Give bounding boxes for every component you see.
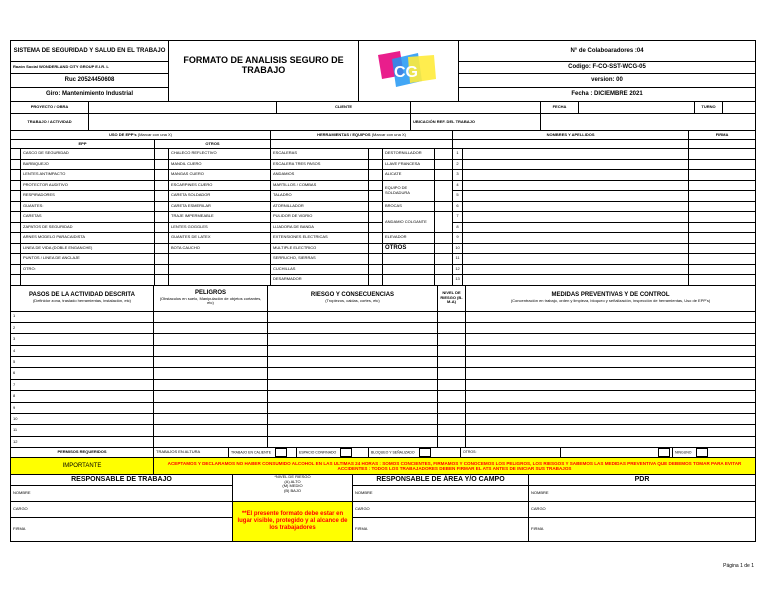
risk-levels-legend: *NIVEL DE RIESGO (A) ALTO (M) MEDIO (B) BAJO	[233, 475, 353, 502]
names-head: NOMBRES Y APELLIDOS	[453, 131, 689, 140]
worker-signature[interactable]	[689, 264, 756, 275]
tool-a-checkbox[interactable]	[369, 191, 383, 202]
tool-a-item: DESARMADOR	[271, 275, 369, 286]
step-description[interactable]: 10	[11, 414, 154, 425]
tool-a-checkbox[interactable]	[369, 149, 383, 160]
epp-row	[11, 233, 756, 244]
otros-checkbox[interactable]	[155, 191, 169, 202]
epp-item: LINEA DE VIDA (DOBLE ENGANCHE)	[21, 243, 155, 254]
permit-bloqueo-checkbox[interactable]	[419, 448, 431, 457]
step-level[interactable]	[438, 357, 466, 368]
epp-item: RESPIRADORES	[21, 191, 155, 202]
otros-checkbox[interactable]	[155, 233, 169, 244]
worker-signature[interactable]	[689, 180, 756, 191]
step-description[interactable]: 3	[11, 334, 154, 345]
work-label: TRABAJO / ACTIVIDAD	[11, 114, 89, 131]
tool-a-checkbox[interactable]	[369, 254, 383, 265]
ats-form	[10, 40, 756, 542]
worker-signature[interactable]	[689, 275, 756, 286]
form-title: FORMATO DE ANALISIS SEGURO DE TRABAJO	[169, 41, 359, 102]
worker-number: 10	[453, 243, 463, 254]
epp-item: OTRO:	[21, 264, 155, 275]
otros-checkbox[interactable]	[155, 243, 169, 254]
step-hazard[interactable]	[154, 357, 268, 368]
tool-b-item: DESTORNILLADOR	[383, 149, 435, 160]
epp-item: GUANTES:	[21, 201, 155, 212]
epp-tools-table	[10, 130, 756, 286]
client-field[interactable]	[411, 102, 541, 114]
tool-a-item: SERRUCHO, SIERRAS	[271, 254, 369, 265]
collaborators-count: N° de Colaboaradores :04	[459, 41, 756, 62]
tool-a-item: ESCALERA TRES PASOS	[271, 159, 369, 170]
step-row	[11, 436, 756, 447]
tool-b-checkbox[interactable]	[435, 201, 453, 212]
worker-name[interactable]	[463, 191, 689, 202]
important-text: ACEPTAMOS Y DECLARAMOS NO HABER CONSUMIDO ALCOHOL EN LAS ULTIMAS 24 HORAS : SOMOS CONCIENTES, FIRMAMOS Y CONOCEMOS LOS PELIGROS, LOS RIESGOS Y SABEMOS LAS MEDIDAS PREVENTIVA QUE DEBEMOS TOMAR PARA EVITAR ACCIDENTES : TODOS LOS TRABAJADORES DEBEN FIRMAR EL ATS ANTES DE INICIAR SUS TRABAJOS	[154, 458, 756, 475]
tool-b-item: LLAVE FRANCESA	[383, 159, 435, 170]
project-label: PROYECTO / OBRA	[11, 102, 89, 114]
otros-item: GUANTES DE LATEX	[169, 233, 271, 244]
otros-checkbox[interactable]	[155, 170, 169, 181]
worker-signature[interactable]	[689, 233, 756, 244]
step-level[interactable]	[438, 436, 466, 447]
tool-a-checkbox[interactable]	[369, 212, 383, 223]
tool-b-checkbox[interactable]	[435, 233, 453, 244]
step-risk[interactable]	[268, 368, 438, 379]
epp-row	[11, 243, 756, 254]
project-table	[10, 101, 756, 131]
work-field[interactable]	[89, 114, 411, 131]
step-risk[interactable]	[268, 311, 438, 322]
step-description[interactable]: 6	[11, 368, 154, 379]
permits-table	[10, 447, 756, 475]
worker-signature[interactable]	[689, 201, 756, 212]
otros-item	[169, 254, 271, 265]
tool-b-checkbox[interactable]	[435, 180, 453, 201]
epp-item: CARETAS	[21, 212, 155, 223]
tool-a-item: ATORNILLADOR	[271, 201, 369, 212]
tool-a-item: CUCHILLAS	[271, 264, 369, 275]
epp-row	[11, 180, 756, 191]
tool-a-checkbox[interactable]	[369, 201, 383, 212]
otros-item: MANDIL CUERO	[169, 159, 271, 170]
epp-col-head: EPP	[11, 140, 155, 149]
step-level[interactable]	[438, 345, 466, 356]
step-hazard[interactable]	[154, 436, 268, 447]
tool-a-checkbox[interactable]	[369, 170, 383, 181]
otros-item: ESCARPINES CUERO	[169, 180, 271, 191]
step-hazard[interactable]	[154, 368, 268, 379]
step-risk[interactable]	[268, 357, 438, 368]
epp-checkbox[interactable]	[11, 149, 21, 160]
permit-otros-checkbox[interactable]	[658, 448, 670, 457]
step-description[interactable]: 8	[11, 391, 154, 402]
epp-row	[11, 264, 756, 275]
step-row	[11, 379, 756, 390]
worker-name[interactable]	[463, 149, 689, 160]
location-field[interactable]	[541, 114, 756, 131]
svg-text:CG: CG	[393, 64, 418, 81]
worker-signature[interactable]	[689, 243, 756, 254]
tool-b-blank	[383, 264, 435, 275]
signatures-table	[10, 474, 756, 542]
epp-row	[11, 254, 756, 265]
worker-name[interactable]	[463, 243, 689, 254]
resp-area-head: RESPONSABLE DE ÁREA Y/O CAMPO	[353, 475, 529, 486]
step-risk[interactable]	[268, 402, 438, 413]
pdr-nombre[interactable]: NOMBRE	[529, 486, 756, 502]
step-measure[interactable]	[466, 402, 756, 413]
worker-name[interactable]	[463, 212, 689, 223]
level-head: NIVEL DE RIESGO (B-M-A)	[438, 285, 466, 311]
epp-item: ARNES MODELO PARACAIDISTA	[21, 233, 155, 244]
important-label: IMPORTANTE	[11, 458, 154, 475]
otros-item: TRAJE IMPERMEABLE	[169, 212, 271, 223]
tool-a-checkbox[interactable]	[369, 275, 383, 286]
worker-number: 3	[453, 170, 463, 181]
permit-ninguno-checkbox[interactable]	[696, 448, 708, 457]
pdr-firma[interactable]: FIRMA	[529, 518, 756, 542]
pdr-cargo[interactable]: CARGO	[529, 502, 756, 518]
worker-number: 2	[453, 159, 463, 170]
worker-name[interactable]	[463, 201, 689, 212]
tool-b-checkbox[interactable]	[435, 159, 453, 170]
epp-row	[11, 275, 756, 286]
worker-number: 5	[453, 191, 463, 202]
tool-b-blank	[435, 264, 453, 275]
tool-a-item: LIJADORA DE BANDA	[271, 222, 369, 233]
step-description[interactable]: 5	[11, 357, 154, 368]
worker-name[interactable]	[463, 233, 689, 244]
epp-checkbox[interactable]	[11, 243, 21, 254]
steps-head: PASOS DE LA ACTIVIDAD DESCRITA (Definidor zona, traslado herramientas, instalación, etc)	[11, 285, 154, 311]
step-measure[interactable]	[466, 334, 756, 345]
epp-blank	[11, 275, 21, 286]
step-measure[interactable]	[466, 345, 756, 356]
tool-b-blank	[435, 275, 453, 286]
step-row	[11, 357, 756, 368]
tool-a-item: PULIDOR DE VIDRIO	[271, 212, 369, 223]
tool-b-checkbox[interactable]	[435, 243, 453, 254]
worker-signature[interactable]	[689, 254, 756, 265]
project-field[interactable]	[89, 102, 277, 114]
worker-signature[interactable]	[689, 159, 756, 170]
permit-confinado[interactable]: ESPACIO CONFINADO	[297, 448, 369, 458]
step-level[interactable]	[438, 402, 466, 413]
worker-signature[interactable]	[689, 212, 756, 223]
firma-head: FIRMA	[689, 131, 756, 140]
step-level[interactable]	[438, 311, 466, 322]
worker-number: 9	[453, 233, 463, 244]
step-row	[11, 368, 756, 379]
tool-a-item: ESCALERAS	[271, 149, 369, 160]
fecha-label: FECHA	[541, 102, 579, 114]
step-measure[interactable]	[466, 368, 756, 379]
company-logo	[359, 41, 459, 102]
step-risk[interactable]	[268, 379, 438, 390]
epp-row	[11, 159, 756, 170]
step-risk[interactable]	[268, 322, 438, 333]
epp-checkbox[interactable]	[11, 264, 21, 275]
permit-otros-box[interactable]	[561, 448, 673, 458]
measures-head: MEDIDAS PREVENTIVAS Y DE CONTROL (Concentración en trabajo, orden y limpieza, bloqueo y señalización, inspección de herramientas, Uso de EPP's)	[466, 285, 756, 311]
step-description[interactable]: 12	[11, 436, 154, 447]
system-title: SISTEMA DE SEGURIDAD Y SALUD EN EL TRABAJO	[11, 41, 169, 62]
notice-text: **El presente formato debe estar en lugar visible, protegido y al alcance de los trabajadores	[233, 502, 353, 542]
worker-signature[interactable]	[689, 149, 756, 160]
epp-row	[11, 170, 756, 181]
otros-checkbox[interactable]	[155, 222, 169, 233]
otros-item	[169, 264, 271, 275]
epp-blank	[155, 275, 169, 286]
resp-area-nombre[interactable]: NOMBRE	[353, 486, 529, 502]
location-label: UBICACIÓN REF. DEL TRABAJO	[411, 114, 541, 131]
tool-b-blank	[383, 275, 435, 286]
logo-image	[374, 49, 444, 93]
epp-checkbox[interactable]	[11, 159, 21, 170]
step-hazard[interactable]	[154, 345, 268, 356]
permit-caliente-checkbox[interactable]	[275, 448, 287, 457]
step-risk[interactable]	[268, 436, 438, 447]
worker-name[interactable]	[463, 170, 689, 181]
otros-checkbox[interactable]	[155, 159, 169, 170]
epp-item: PROTECTOR AUDITIVO	[21, 180, 155, 191]
otros-checkbox[interactable]	[155, 264, 169, 275]
worker-number: 7	[453, 212, 463, 223]
epp-item: PUNTOS / LINEA DE ANCLAJE	[21, 254, 155, 265]
step-row	[11, 425, 756, 436]
step-risk[interactable]	[268, 334, 438, 345]
step-level[interactable]	[438, 322, 466, 333]
permit-confinado-checkbox[interactable]	[340, 448, 352, 457]
worker-signature[interactable]	[689, 222, 756, 233]
epp-item: LENTES ANTIMPACTO	[21, 170, 155, 181]
permit-ninguno[interactable]: NINGUNO	[673, 448, 756, 458]
turno-field[interactable]	[723, 102, 756, 114]
step-hazard[interactable]	[154, 334, 268, 345]
tool-a-checkbox[interactable]	[369, 264, 383, 275]
fecha-field[interactable]	[579, 102, 695, 114]
step-level[interactable]	[438, 368, 466, 379]
tool-a-checkbox[interactable]	[369, 180, 383, 191]
worker-name[interactable]	[463, 222, 689, 233]
epp-item: BARBIQUEJO	[21, 159, 155, 170]
step-level[interactable]	[438, 379, 466, 390]
step-description[interactable]: 4	[11, 345, 154, 356]
step-hazard[interactable]	[154, 391, 268, 402]
step-hazard[interactable]	[154, 322, 268, 333]
worker-number: 1	[453, 149, 463, 160]
otros-checkbox[interactable]	[155, 201, 169, 212]
epp-row	[11, 212, 756, 223]
tool-b-checkbox[interactable]	[435, 212, 453, 233]
step-level[interactable]	[438, 391, 466, 402]
step-measure[interactable]	[466, 379, 756, 390]
worker-name[interactable]	[463, 180, 689, 191]
client-label: CLIENTE	[277, 102, 411, 114]
turno-label: TURNO	[695, 102, 723, 114]
step-row	[11, 391, 756, 402]
tools-head: HERRAMIENTAS / EQUIPOS (Marcar con una X)	[271, 131, 453, 140]
epp-checkbox[interactable]	[11, 201, 21, 212]
worker-signature[interactable]	[689, 170, 756, 181]
epp-checkbox[interactable]	[11, 170, 21, 181]
tool-b-item: BROCAS	[383, 201, 435, 212]
otros-item: MANGAS CUERO	[169, 170, 271, 181]
step-risk[interactable]	[268, 345, 438, 356]
tool-b-item: ALICATE	[383, 170, 435, 181]
resp-area-firma[interactable]: FIRMA	[353, 518, 529, 542]
tool-a-checkbox[interactable]	[369, 159, 383, 170]
step-measure[interactable]	[466, 425, 756, 436]
otros-item: CHALECO REFLECTIVO	[169, 149, 271, 160]
worker-number: 8	[453, 222, 463, 233]
step-measure[interactable]	[466, 322, 756, 333]
permit-otros[interactable]: OTROS:	[461, 448, 561, 458]
otros-item: LENTES GOGGLES	[169, 222, 271, 233]
epp-row	[11, 201, 756, 212]
epp-checkbox[interactable]	[11, 212, 21, 223]
resp-work-firma[interactable]: FIRMA	[11, 518, 233, 542]
tool-a-item: MARTILLOS / COMBAS	[271, 180, 369, 191]
epp-checkbox[interactable]	[11, 233, 21, 244]
step-description[interactable]: 7	[11, 379, 154, 390]
step-measure[interactable]	[466, 357, 756, 368]
risks-head: RIESGO Y CONSECUENCIAS (Tropiezos, caidas, cortes, etc)	[268, 285, 438, 311]
company-name: Razón Social WONDERLAND CITY GROUP E.I.R. L	[11, 62, 169, 74]
step-description[interactable]: 9	[11, 402, 154, 413]
header-table	[10, 40, 756, 102]
form-code: Codigo: F-CO-SST-WCG-05	[459, 62, 756, 74]
step-row	[11, 345, 756, 356]
otros-checkbox[interactable]	[155, 149, 169, 160]
tool-a-item: MULTIPLE ELECTRICO	[271, 243, 369, 254]
step-row	[11, 334, 756, 345]
otros-item: BOTA CAUCHO	[169, 243, 271, 254]
step-description[interactable]: 2	[11, 322, 154, 333]
step-row	[11, 311, 756, 322]
worker-name[interactable]	[463, 275, 689, 286]
otros-item: CARETA ESMERILAR	[169, 201, 271, 212]
step-level[interactable]	[438, 425, 466, 436]
tool-b-item: ANDAMIO COLGANTE	[383, 212, 435, 233]
resp-work-nombre[interactable]: NOMBRE	[11, 486, 233, 502]
epp-use-head: USO DE EPP's (Marcar con una X)	[11, 131, 271, 140]
step-hazard[interactable]	[154, 379, 268, 390]
tool-b-checkbox[interactable]	[435, 149, 453, 160]
step-hazard[interactable]	[154, 311, 268, 322]
otros-col-head: OTROS	[155, 140, 271, 149]
otros-checkbox[interactable]	[155, 212, 169, 223]
tool-b-checkbox[interactable]	[435, 170, 453, 181]
epp-checkbox[interactable]	[11, 254, 21, 265]
step-description[interactable]: 11	[11, 425, 154, 436]
company-ruc: Ruc 20524450608	[11, 73, 169, 87]
step-measure[interactable]	[466, 311, 756, 322]
step-risk[interactable]	[268, 425, 438, 436]
step-level[interactable]	[438, 334, 466, 345]
form-date: Fecha : DICIEMBRE 2021	[459, 87, 756, 101]
permits-label: PERMISOS REQUERIDOS	[11, 448, 154, 458]
epp-item: ZAPATOS DE SEGURIDAD	[21, 222, 155, 233]
tool-b-blank	[383, 254, 435, 265]
tool-a-item: EXTENSIONES ELECTRICAS	[271, 233, 369, 244]
step-hazard[interactable]	[154, 402, 268, 413]
steps-table	[10, 285, 756, 449]
tool-b-blank	[435, 254, 453, 265]
page-footer: Página 1 de 1	[723, 563, 754, 569]
worker-number: 11	[453, 254, 463, 265]
tool-b-item: EQUIPO DE SOLDADURA	[383, 180, 435, 201]
tool-a-item: ANDAMIOS	[271, 170, 369, 181]
hazards-head: PELIGROS (Obstaculos en suelo, Manipulación de objetos cortantes, etc)	[154, 285, 268, 311]
resp-work-cargo[interactable]: CARGO	[11, 502, 233, 518]
permit-caliente[interactable]: TRABAJO EN CALIENTE	[229, 448, 297, 458]
tool-a-checkbox[interactable]	[369, 233, 383, 244]
epp-checkbox[interactable]	[11, 180, 21, 191]
tool-b-item: OTROS	[383, 243, 435, 254]
step-description[interactable]: 1	[11, 311, 154, 322]
step-hazard[interactable]	[154, 414, 268, 425]
otros-item: CARETA SOLDADOR	[169, 191, 271, 202]
epp-row	[11, 149, 756, 160]
step-hazard[interactable]	[154, 425, 268, 436]
worker-number: 4	[453, 180, 463, 191]
step-row	[11, 402, 756, 413]
step-level[interactable]	[438, 414, 466, 425]
step-measure[interactable]	[466, 436, 756, 447]
step-measure[interactable]	[466, 391, 756, 402]
epp-item: CASCO DE SEGURIDAD	[21, 149, 155, 160]
worker-name[interactable]	[463, 159, 689, 170]
epp-checkbox[interactable]	[11, 191, 21, 202]
worker-number: 13	[453, 275, 463, 286]
step-row	[11, 414, 756, 425]
tool-a-checkbox[interactable]	[369, 222, 383, 233]
permit-altura[interactable]: TRABAJOS EN ALTURA	[154, 448, 229, 458]
epp-blank	[169, 275, 271, 286]
pdr-head: PDR	[529, 475, 756, 486]
step-risk[interactable]	[268, 414, 438, 425]
otros-checkbox[interactable]	[155, 180, 169, 191]
step-measure[interactable]	[466, 414, 756, 425]
company-giro: Giro: Mantenimiento Industrial	[11, 87, 169, 101]
permit-bloqueo[interactable]: BLOQUEO Y SEÑALIZADO	[369, 448, 461, 458]
step-risk[interactable]	[268, 391, 438, 402]
tool-b-item: ELEVADOR	[383, 233, 435, 244]
resp-work-head: RESPONSABLE DE TRABAJO	[11, 475, 233, 486]
worker-number: 12	[453, 264, 463, 275]
resp-area-cargo[interactable]: CARGO	[353, 502, 529, 518]
worker-name[interactable]	[463, 264, 689, 275]
epp-checkbox[interactable]	[11, 222, 21, 233]
worker-name[interactable]	[463, 254, 689, 265]
worker-number: 6	[453, 201, 463, 212]
form-version: version: 00	[459, 73, 756, 87]
step-row	[11, 322, 756, 333]
epp-blank	[21, 275, 155, 286]
tool-a-item: TALADRO	[271, 191, 369, 202]
otros-checkbox[interactable]	[155, 254, 169, 265]
worker-signature[interactable]	[689, 191, 756, 202]
tool-a-checkbox[interactable]	[369, 243, 383, 254]
